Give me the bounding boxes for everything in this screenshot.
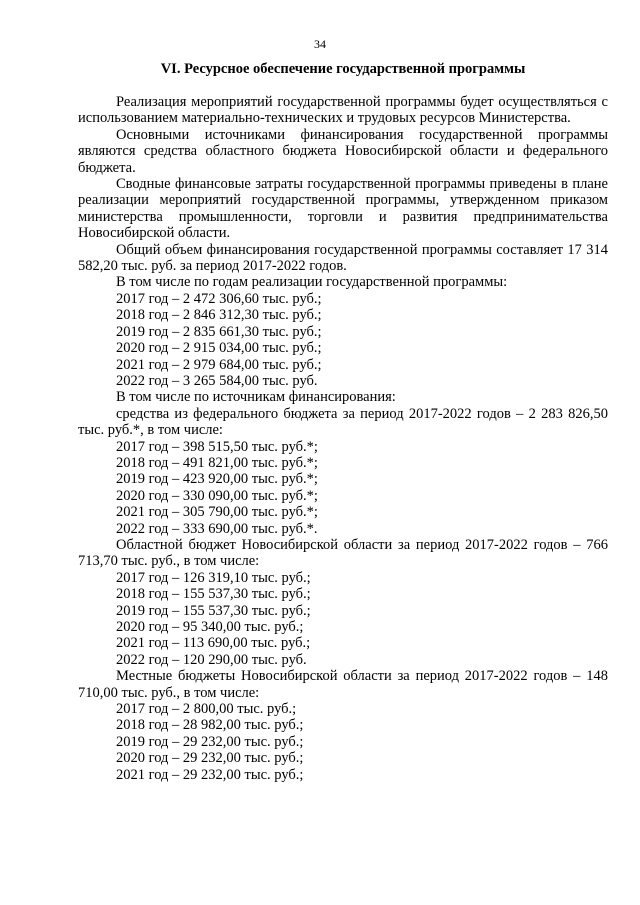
paragraph-funding-sources: Основными источниками финансирования государственной программы являются средства областного бюджета Новосибирской области и федерального бюджета. — [78, 126, 608, 176]
regional-year-line: 2020 год – 95 340,00 тыс. руб.; — [116, 619, 304, 635]
document-body — [78, 94, 608, 783]
regional-year-line: 2022 год – 120 290,00 тыс. руб. — [116, 651, 307, 668]
local-year-line: 2019 год – 29 232,00 тыс. руб.; — [116, 733, 304, 750]
page-number: 34 — [314, 37, 326, 51]
year-line: 2018 год – 2 846 312,30 тыс. руб.; — [116, 307, 322, 324]
federal-year-line: 2021 год – 305 790,00 тыс. руб.*; — [116, 504, 318, 521]
by-source-intro: В том числе по источникам финансирования: — [116, 389, 396, 406]
paragraph-implementation: Реализация мероприятий государственной программы будет осуществляться с использованием материально-технических и трудовых ресурсов Министерства. — [78, 94, 608, 127]
local-year-line: 2021 год – 29 232,00 тыс. руб.; — [116, 766, 304, 783]
local-budget-intro: Местные бюджеты Новосибирской области за период 2017-2022 годов – 148 710,00 тыс. руб., в том числе: — [78, 668, 608, 701]
year-line: 2022 год – 3 265 584,00 тыс. руб. — [116, 372, 318, 389]
local-year-line: 2017 год – 2 800,00 тыс. руб.; — [116, 701, 297, 718]
paragraph-total-funding: Общий объем финансирования государственной программы составляет 17 314 582,20 тыс. руб. за период 2017-2022 годов. — [78, 241, 608, 275]
year-line: 2017 год – 2 472 306,60 тыс. руб.; — [116, 290, 322, 307]
local-year-line: 2018 год – 28 982,00 тыс. руб.; — [116, 717, 304, 734]
regional-year-line: 2017 год – 126 319,10 тыс. руб.; — [116, 569, 311, 586]
federal-year-line: 2020 год – 330 090,00 тыс. руб.*; — [116, 487, 318, 504]
federal-budget-intro: средства из федерального бюджета за период 2017-2022 годов – 2 283 826,50 тыс. руб.*, в том числе: — [78, 405, 608, 439]
federal-year-line: 2017 год – 398 515,50 тыс. руб.*; — [116, 438, 318, 455]
year-line: 2021 год – 2 979 684,00 тыс. руб.; — [116, 356, 322, 373]
regional-year-line: 2018 год – 155 537,30 тыс. руб.; — [116, 586, 311, 603]
by-year-intro: В том числе по годам реализации государственной программы: — [116, 274, 508, 291]
local-year-line: 2020 год – 29 232,00 тыс. руб.; — [116, 750, 304, 767]
federal-year-line: 2018 год – 491 821,00 тыс. руб.*; — [116, 454, 318, 471]
year-line: 2019 год – 2 835 661,30 тыс. руб.; — [116, 323, 322, 340]
federal-year-line: 2019 год – 423 920,00 тыс. руб.*; — [116, 471, 318, 488]
year-line: 2020 год – 2 915 034,00 тыс. руб.; — [116, 340, 322, 357]
section-heading: VI. Ресурсное обеспечение государственной программы — [160, 61, 526, 77]
regional-budget-intro: Областной бюджет Новосибирской области за период 2017-2022 годов – 766 713,70 тыс. руб., в том числе: — [78, 536, 608, 570]
paragraph-summary-costs: Сводные финансовые затраты государственной программы приведены в плане реализации мероприятий государственной программы, утвержденном приказом министерства промышленности, торговли и развития предпринимательства Новосибирской области. — [78, 176, 608, 242]
regional-year-line: 2019 год – 155 537,30 тыс. руб.; — [116, 602, 311, 619]
federal-year-line: 2022 год – 333 690,00 тыс. руб.*. — [116, 520, 318, 537]
regional-year-line: 2021 год – 113 690,00 тыс. руб.; — [116, 635, 311, 652]
